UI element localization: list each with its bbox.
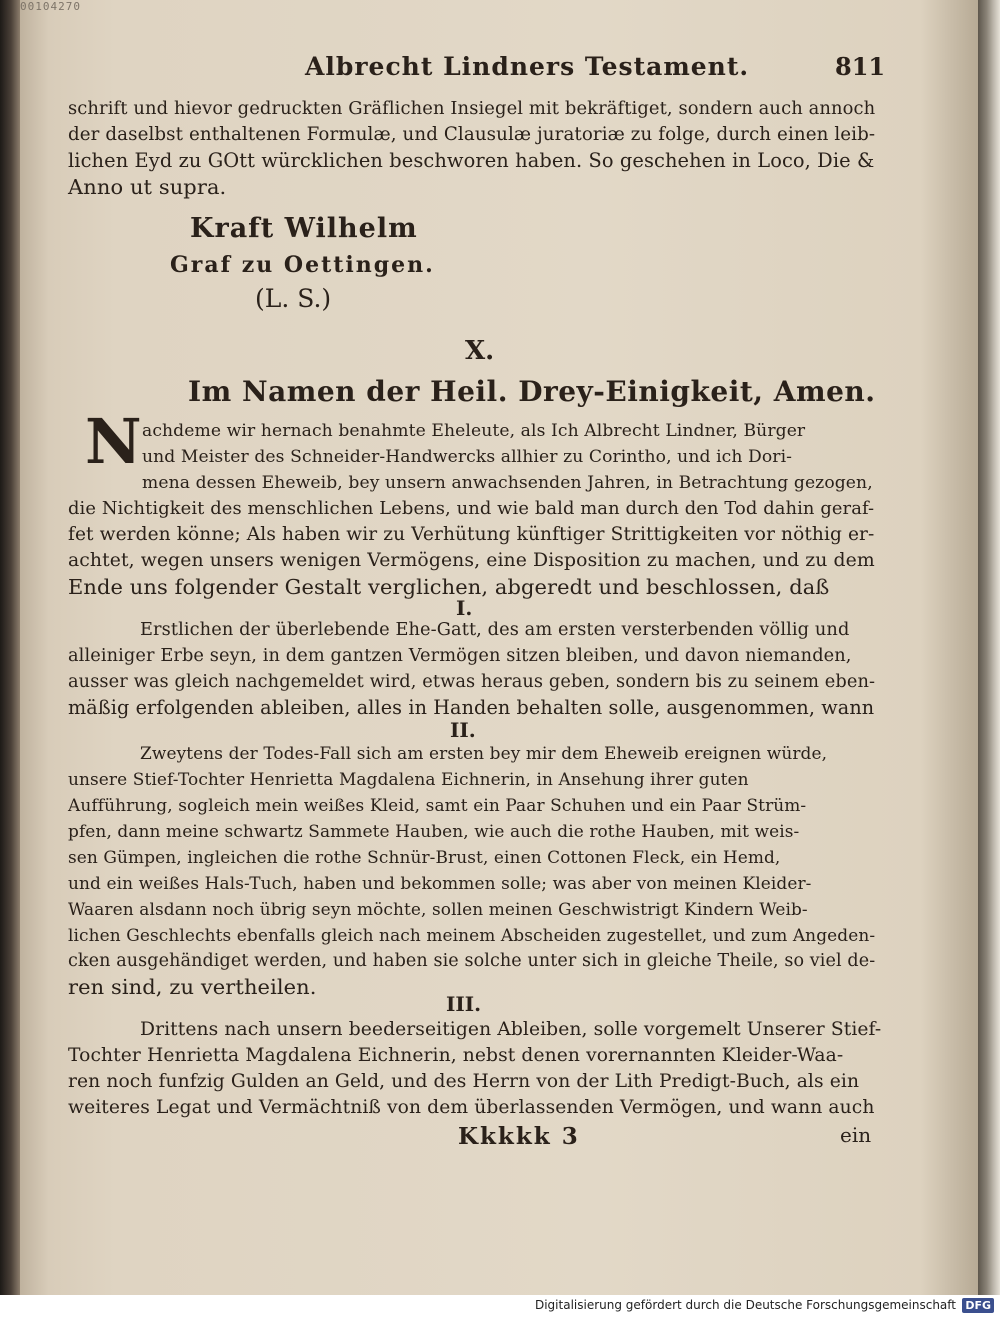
text-line: achtet, wegen unsers wenigen Vermögens, eine Disposition zu machen, und zu dem	[68, 550, 875, 571]
text-line: Aufführung, sogleich mein weißes Kleid, samt ein Paar Schuhen und ein Paar Strüm-	[68, 795, 807, 815]
text-line: ren noch funfzig Gulden an Geld, und des Herrn von der Lith Predigt-Buch, als ein	[68, 1071, 860, 1092]
text-line: achdeme wir hernach benahmte Eheleute, als Ich Albrecht Lindner, Bürger	[142, 421, 806, 441]
text-line: sen Gümpen, ingleichen die rothe Schnür-Brust, einen Cottonen Fleck, ein Hemd,	[68, 847, 781, 867]
credit-text: Digitalisierung gefördert durch die Deutsche Forschungsgemeinschaft	[534, 1298, 956, 1312]
catchword: ein	[840, 1123, 872, 1147]
opening-text	[68, 96, 875, 200]
text-line: pfen, dann meine schwartz Sammete Hauben, wie auch die rothe Hauben, mit weis-	[68, 821, 800, 841]
page-number: 811	[835, 52, 886, 81]
paragraph-number: III.	[446, 992, 482, 1016]
text-line: lichen Geschlechts ebenfalls gleich nach meinem Abscheiden zugestellet, und zum Angeden-	[68, 925, 876, 945]
text-line: die Nichtigkeit des menschlichen Lebens, und wie bald man durch den Tod dahin geraf-	[68, 498, 875, 519]
intro-first-lines	[142, 418, 873, 496]
text-line: und Meister des Schneider-Handwercks allhier zu Corintho, und ich Dori-	[142, 447, 793, 467]
text-line: Tochter Henrietta Magdalena Eichnerin, nebst denen vorernannten Kleider-Waa-	[68, 1045, 844, 1066]
text-line: Anno ut supra.	[68, 175, 227, 199]
section-number: X.	[465, 336, 495, 366]
text-line: Erstlichen der überlebende Ehe-Gatt, des am ersten versterbenden völlig und	[140, 620, 850, 640]
text-line: Ende uns folgender Gestalt verglichen, abgeredt und beschlossen, daß	[68, 575, 830, 599]
signature-mark: Kkkkk 3	[458, 1123, 580, 1150]
drop-capital: N	[85, 405, 142, 478]
text-line: ausser was gleich nachgemeldet wird, etwas heraus geben, sondern bis zu seinem eben-	[68, 672, 876, 692]
running-head: Albrecht Lindners Testament.	[305, 52, 750, 81]
intro-text	[68, 496, 875, 600]
text-line: cken ausgehändiget werden, und haben sie solche unter sich in gleiche Theile, so viel de-	[68, 951, 876, 971]
text-line: der daselbst enthaltenen Formulæ, und Clausulæ juratoriæ zu folge, durch einen leib-	[68, 124, 876, 145]
text-line: mena dessen Eheweib, bey unsern anwachsenden Jahren, in Betrachtung gezogen,	[142, 473, 873, 493]
text-line: unsere Stief-Tochter Henrietta Magdalena Eichnerin, in Ansehung ihrer guten	[68, 769, 749, 789]
paragraph-3	[68, 1017, 881, 1121]
text-line: Drittens nach unsern beederseitigen Ableiben, solle vorgemelt Unserer Stief-	[140, 1019, 882, 1040]
credit-bar	[0, 1295, 1000, 1317]
paragraph-1	[68, 617, 875, 721]
seal-mark: (L. S.)	[255, 284, 332, 313]
scan-corner-mark: 00104270	[20, 0, 81, 13]
text-line: weiteres Legat und Vermächtniß von dem überlassenden Vermögen, und wann auch	[68, 1097, 875, 1118]
book-spine	[0, 0, 20, 1295]
text-line: Zweytens der Todes-Fall sich am ersten bey mir dem Eheweib ereignen würde,	[140, 743, 828, 763]
text-line: lichen Eyd zu GOtt würcklichen beschworen haben. So geschehen in Loco, Die &	[68, 149, 875, 172]
paragraph-number: II.	[450, 718, 476, 742]
signatory-title: Graf zu Oettingen.	[170, 252, 435, 278]
text-line: fet werden könne; Als haben wir zu Verhütung künftiger Strittigkeiten vor nöthig er-	[68, 524, 875, 545]
text-line: ren sind, zu vertheilen.	[68, 975, 317, 999]
book-page	[20, 0, 978, 1295]
signatory-name: Kraft Wilhelm	[190, 213, 418, 244]
text-line: und ein weißes Hals-Tuch, haben und bekommen solle; was aber von meinen Kleider-	[68, 873, 812, 893]
text-line: mäßig erfolgenden ableiben, alles in Handen behalten solle, ausgenommen, wann	[68, 696, 875, 719]
text-line: Waaren alsdann noch übrig seyn möchte, sollen meinen Geschwistrigt Kindern Weib-	[68, 899, 808, 919]
dfg-logo: DFG	[962, 1298, 994, 1313]
paragraph-number: I.	[456, 596, 473, 620]
page-edge	[978, 0, 1000, 1295]
text-line: schrift und hievor gedruckten Gräflichen Insiegel mit bekräftiget, sondern auch annoch	[68, 98, 876, 119]
paragraph-2	[68, 740, 875, 1000]
section-heading: Im Namen der Heil. Drey-Einigkeit, Amen.	[188, 375, 876, 408]
text-line: alleiniger Erbe seyn, in dem gantzen Vermögen sitzen bleiben, und davon niemanden,	[68, 646, 852, 666]
